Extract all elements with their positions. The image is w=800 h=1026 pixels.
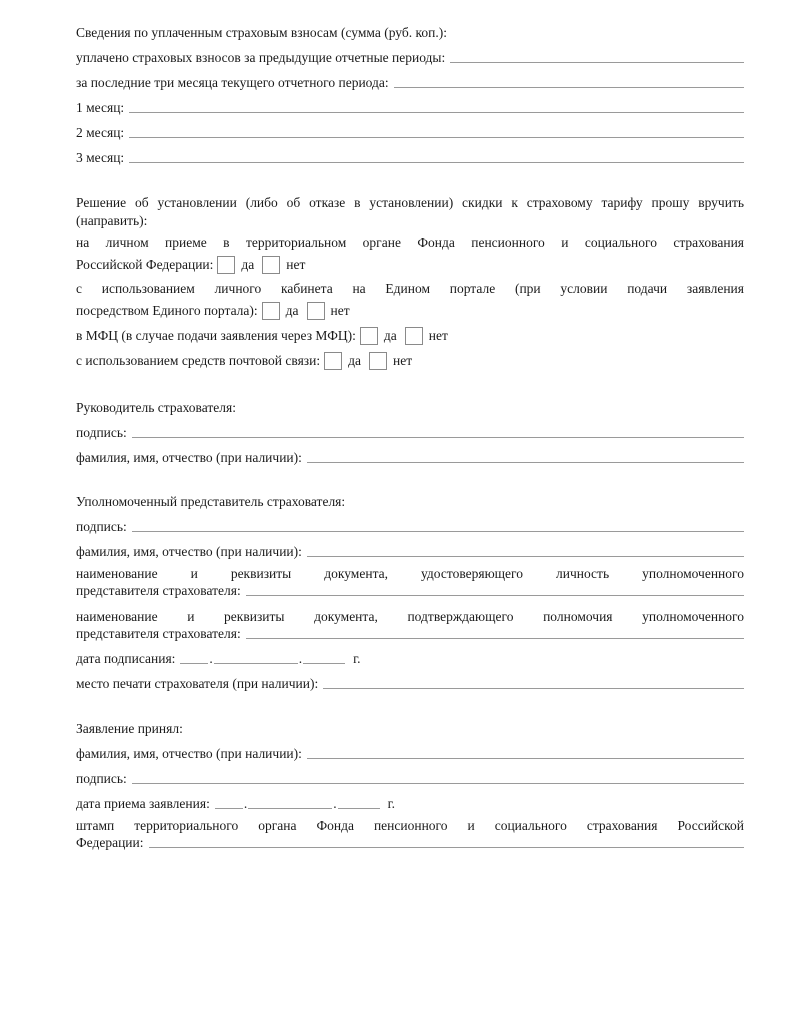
post-choice — [76, 348, 744, 373]
sign-date-dot1: . — [209, 651, 213, 666]
prev-periods-row — [76, 41, 744, 66]
in-person-no-checkbox[interactable] — [262, 256, 280, 274]
post-no-label: нет — [393, 353, 413, 368]
post-no-checkbox[interactable] — [369, 352, 387, 370]
rep-authority-doc-line1: наименование и реквизиты документа, подтверждающего полномочия уполномоченного — [76, 609, 744, 624]
application-form — [76, 16, 744, 851]
stamp-line1: штамп территориального органа Фонда пенсионного и социального страхования Российской — [76, 818, 744, 833]
head-name-row — [76, 441, 744, 466]
head-signature-label: подпись: — [76, 425, 127, 440]
seal-field[interactable] — [323, 687, 744, 689]
rep-signature-row — [76, 510, 744, 535]
rep-name-label: фамилия, имя, отчество (при наличии): — [76, 544, 302, 559]
mfc-yes-checkbox[interactable] — [360, 327, 378, 345]
receive-date-dot1: . — [243, 796, 248, 811]
accepted-signature-label: подпись: — [76, 771, 127, 786]
delivery-intro: Решение об установлении (либо об отказе в установлении) скидки к страховому тарифу прошу вручить (направить): — [76, 195, 744, 228]
accepted-name-label: фамилия, имя, отчество (при наличии): — [76, 746, 302, 761]
rep-authority-doc-row — [76, 625, 744, 642]
stamp-row — [76, 834, 744, 851]
mfc-no-checkbox[interactable] — [405, 327, 423, 345]
rep-id-doc-block — [76, 565, 744, 599]
head-name-label: фамилия, имя, отчество (при наличии): — [76, 450, 302, 465]
mfc-no-label: нет — [428, 328, 448, 343]
month3-row — [76, 141, 744, 166]
month3-label: 3 месяц: — [76, 150, 125, 165]
receive-date-day-field[interactable] — [215, 807, 243, 809]
accepted-name-field[interactable] — [307, 757, 744, 759]
last-three-months-field[interactable] — [394, 86, 744, 88]
portal-yes-checkbox[interactable] — [262, 302, 280, 320]
in-person-yes-checkbox[interactable] — [217, 256, 235, 274]
portal-no-checkbox[interactable] — [307, 302, 325, 320]
prev-periods-label: уплачено страховых взносов за предыдущие отчетные периоды: — [76, 50, 446, 65]
stamp-block — [76, 817, 744, 851]
rep-id-doc-field[interactable] — [246, 594, 744, 596]
representative-heading: Уполномоченный представитель страхователя: — [76, 494, 346, 509]
rep-id-doc-line2: представителя страхователя: — [76, 583, 241, 598]
receive-date-row — [76, 787, 744, 812]
month1-field[interactable] — [129, 111, 744, 113]
rep-signature-field[interactable] — [132, 530, 744, 532]
in-person-no-label: нет — [286, 257, 306, 272]
receive-date-label: дата приема заявления: — [76, 796, 210, 811]
head-signature-field[interactable] — [132, 436, 744, 438]
month2-label: 2 месяц: — [76, 125, 125, 140]
sign-date-year-field[interactable] — [303, 662, 345, 664]
stamp-line2: Федерации: — [76, 835, 144, 850]
receive-date-month-field[interactable] — [248, 807, 332, 809]
rep-signature-label: подпись: — [76, 519, 127, 534]
head-heading: Руководитель страхователя: — [76, 400, 236, 415]
rep-name-row — [76, 535, 744, 560]
post-yes-label: да — [348, 353, 361, 368]
accepted-signature-row — [76, 762, 744, 787]
month2-field[interactable] — [129, 136, 744, 138]
rep-id-doc-row — [76, 582, 744, 599]
portal-no-label: нет — [330, 303, 350, 318]
sign-date-row — [76, 642, 744, 667]
portal-line2: посредством Единого портала): — [76, 303, 258, 318]
mfc-yes-label: да — [383, 328, 397, 343]
last-three-months-label: за последние три месяца текущего отчетного периода: — [76, 75, 389, 90]
month2-row — [76, 116, 744, 141]
mfc-label: в МФЦ (в случае подачи заявления через МФЦ): — [76, 328, 356, 343]
sign-date-dot2: . — [298, 651, 303, 666]
month3-field[interactable] — [129, 161, 744, 163]
receive-date-year-suffix: г. — [387, 796, 395, 811]
in-person-line1: на личном приеме в территориальном органе Фонда пенсионного и социального страхования — [76, 235, 744, 250]
sign-date-label: дата подписания: — [76, 651, 176, 666]
rep-authority-doc-field[interactable] — [246, 637, 744, 639]
seal-row — [76, 667, 744, 692]
portal-line1: с использованием личного кабинета на Едином портале (при условии подачи заявления — [76, 281, 744, 296]
head-signature-row — [76, 416, 744, 441]
in-person-choice — [76, 252, 744, 277]
last-three-months-row — [76, 66, 744, 91]
seal-label: место печати страхователя (при наличии): — [76, 676, 319, 691]
receive-date-dot2: . — [333, 796, 337, 811]
receive-date-year-field[interactable] — [338, 807, 380, 809]
sign-date-year-suffix: г. — [353, 651, 361, 666]
post-yes-checkbox[interactable] — [324, 352, 342, 370]
accepted-heading: Заявление принял: — [76, 721, 183, 736]
sign-date-month-field[interactable] — [214, 662, 298, 664]
accepted-signature-field[interactable] — [132, 782, 744, 784]
month1-row — [76, 91, 744, 116]
contributions-heading: Сведения по уплаченным страховым взносам (сумма (руб. коп.): — [76, 25, 447, 40]
rep-id-doc-line1: наименование и реквизиты документа, удостоверяющего личность уполномоченного — [76, 566, 744, 581]
accepted-name-row — [76, 737, 744, 762]
sign-date-day-field[interactable] — [180, 662, 208, 664]
prev-periods-field[interactable] — [450, 61, 744, 63]
rep-name-field[interactable] — [307, 555, 744, 557]
rep-authority-doc-line2: представителя страхователя: — [76, 626, 241, 641]
head-name-field[interactable] — [307, 461, 744, 463]
month1-label: 1 месяц: — [76, 100, 125, 115]
post-label: с использованием средств почтовой связи: — [76, 353, 321, 368]
in-person-line2: Российской Федерации: — [76, 257, 214, 272]
rep-authority-doc-block — [76, 608, 744, 642]
stamp-field[interactable] — [149, 846, 744, 848]
in-person-yes-label: да — [241, 257, 255, 272]
mfc-choice — [76, 323, 744, 348]
portal-choice — [76, 298, 744, 323]
portal-yes-label: да — [285, 303, 299, 318]
